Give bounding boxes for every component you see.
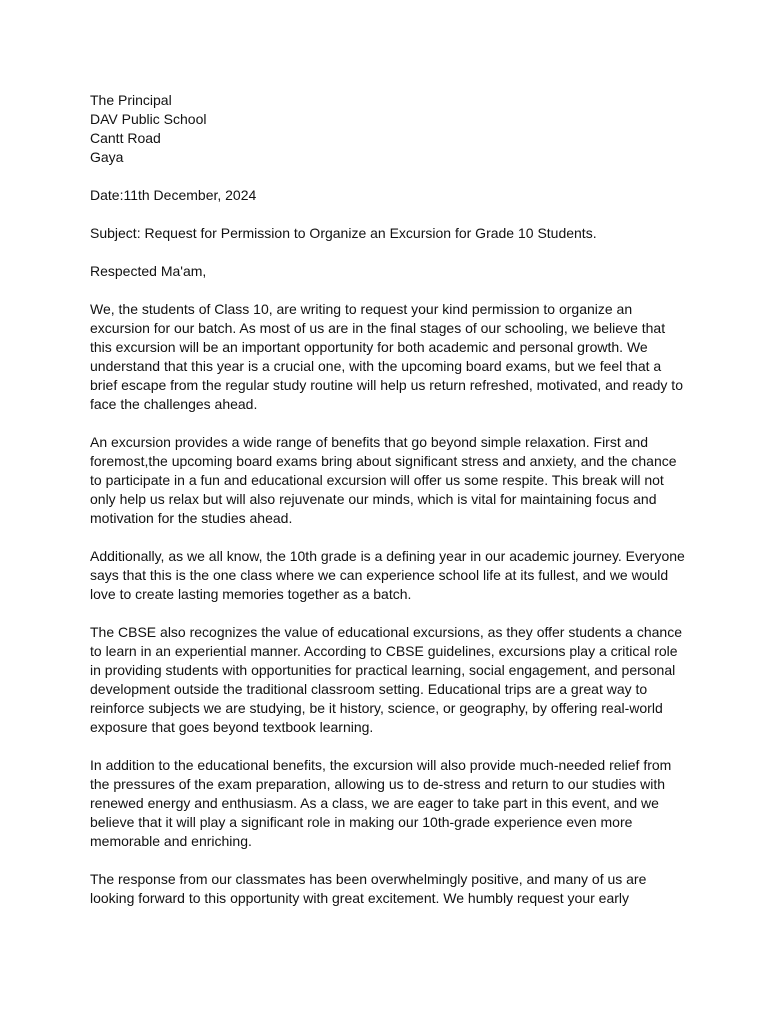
letter-date: Date:11th December, 2024 [90,187,257,203]
body-paragraph-6: The response from our classmates has been overwhelmingly positive, and many of us are looking forward to this opportunity with great excitement. We humbly request your early [90,871,647,906]
body-paragraph-1: We, the students of Class 10, are writing to request your kind permission to organize an excursion for our batch. As most of us are in the final stages of our schooling, we believe that this excursion will be an important opportunity for both academic and personal growth. We understand that this year is a crucial one, with the upcoming board exams, but we feel that a brief escape from the regular study routine will help us return refreshed, motivated, and ready to face the challenges ahead. [90,301,683,412]
letter-subject: Subject: Request for Permission to Organize an Excursion for Grade 10 Students. [90,225,597,241]
body-paragraph-5: In addition to the educational benefits, the excursion will also provide much-needed relief from the pressures of the exam preparation, allowing us to de-stress and return to our studies with renewed energy and enthusiasm. As a class, we are eager to take part in this event, and we believe that it will play a significant role in making our 10th-grade experience even more memorable and enriching. [90,757,672,849]
salutation: Respected Ma'am, [90,263,207,279]
city: Gaya [90,149,124,165]
body-paragraph-3: Additionally, as we all know, the 10th grade is a defining year in our academic journey. Everyone says that this is the one class where we can experience school life at its fullest, and we would love to create lasting memories together as a batch. [90,548,685,602]
school-name: DAV Public School [90,111,207,127]
recipient-title: The Principal [90,92,172,108]
body-paragraph-2: An excursion provides a wide range of benefits that go beyond simple relaxation. First and foremost,the upcoming board exams bring about significant stress and anxiety, and the chance to participate in a fun and educational excursion will offer us some respite. This break will not only help us relax but will also rejuvenate our minds, which is vital for maintaining focus and motivation for the studies ahead. [90,434,677,526]
street-address: Cantt Road [90,130,161,146]
letter-body [90,91,688,927]
recipient-address [90,91,688,167]
body-paragraph-4: The CBSE also recognizes the value of educational excursions, as they offer students a chance to learn in an experiential manner. According to CBSE guidelines, excursions play a critical role in providing students with opportunities for practical learning, social engagement, and personal development outside the traditional classroom setting. Educational trips are a great way to reinforce subjects we are studying, be it history, science, or geography, by offering real-world exposure that goes beyond textbook learning. [90,624,682,735]
